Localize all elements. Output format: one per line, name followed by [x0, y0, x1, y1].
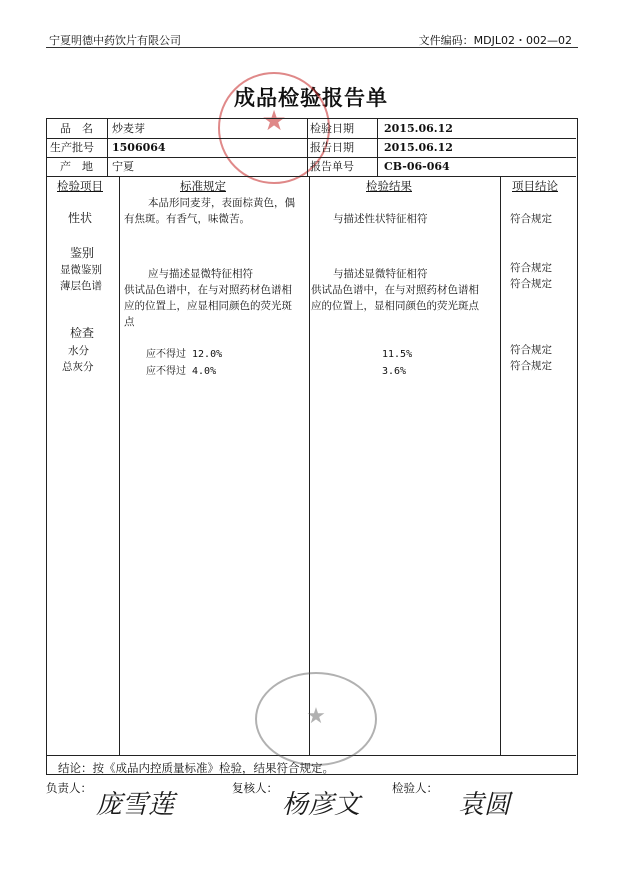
micro-result: 与描述显微特征相符	[333, 268, 428, 280]
tlc-label: 薄层色谱	[60, 280, 102, 292]
traits-conclusion: 符合规定	[510, 213, 552, 225]
col-item: 检验项目	[57, 179, 103, 193]
report-no-value: CB-06-064	[384, 160, 450, 173]
stamp-star-icon-2: ★	[306, 704, 326, 729]
responsible-signature: 庞雪莲	[96, 790, 175, 820]
ash-standard: 应不得过 4.0%	[146, 366, 217, 377]
report-no-label: 报告单号	[310, 160, 354, 173]
water-label: 水分	[68, 345, 89, 357]
tlc-standard-line2: 应的位置上，应显相同颜色的荧光斑	[124, 300, 292, 312]
origin-value: 宁夏	[112, 160, 134, 173]
inspector-signature: 袁圆	[458, 790, 511, 820]
report-date-label: 报告日期	[310, 141, 354, 154]
tlc-result-line1: 供试品色谱中，在与对照药材色谱相	[311, 284, 479, 296]
inspector-label: 检验人：	[392, 781, 438, 795]
company-name: 宁夏明德中药饮片有限公司	[49, 34, 181, 47]
reviewer-label: 复核人：	[232, 781, 278, 795]
water-result: 11.5%	[382, 349, 413, 360]
file-number: 文件编码：MDJL02・002—02	[418, 34, 572, 47]
water-conclusion: 符合规定	[510, 344, 552, 356]
batch-value: 1506064	[112, 141, 166, 154]
report-date-value: 2015.06.12	[384, 141, 453, 154]
water-standard: 应不得过 12.0%	[146, 349, 223, 360]
reviewer-signature: 杨彦文	[282, 790, 361, 820]
page-title: 成品检验报告单	[234, 86, 388, 110]
micro-conclusion: 符合规定	[510, 262, 552, 274]
inspect-date-label: 检验日期	[310, 122, 354, 135]
origin-label: 产 地	[60, 160, 93, 173]
tlc-result-line2: 应的位置上，显相同颜色的荧光斑点	[311, 300, 479, 312]
check-label: 检查	[70, 326, 95, 340]
micro-label: 显微鉴别	[60, 264, 102, 276]
tlc-standard-line3: 点	[124, 316, 135, 328]
product-label: 品 名	[60, 122, 93, 135]
traits-standard-line1: 本品形同麦芽，表面棕黄色，偶	[148, 197, 295, 209]
traits-result: 与描述性状特征相符	[333, 213, 428, 225]
ash-label: 总灰分	[62, 361, 94, 373]
stamp-star-icon: ★	[261, 104, 287, 137]
ash-result: 3.6%	[382, 366, 407, 377]
inspection-stamp	[255, 672, 377, 766]
responsible-label: 负责人：	[46, 781, 92, 795]
col-standard: 标准规定	[180, 179, 226, 193]
ash-conclusion: 符合规定	[510, 360, 552, 372]
col-conclusion: 项目结论	[512, 179, 558, 193]
micro-standard: 应与描述显微特征相符	[148, 268, 253, 280]
traits-standard-line2: 有焦斑。有香气，味微苦。	[124, 213, 250, 225]
product-value: 炒麦芽	[112, 122, 145, 135]
col-result: 检验结果	[366, 179, 412, 193]
tlc-conclusion: 符合规定	[510, 278, 552, 290]
header-rule	[46, 47, 578, 48]
inspect-date-value: 2015.06.12	[384, 122, 453, 135]
ident-label: 鉴别	[70, 246, 95, 260]
batch-label: 生产批号	[50, 141, 94, 154]
tlc-standard-line1: 供试品色谱中，在与对照药材色谱相	[124, 284, 292, 296]
conclusion-text: 结论：按《成品内控质量标准》检验，结果符合规定。	[58, 761, 334, 775]
traits-label: 性状	[68, 211, 93, 225]
